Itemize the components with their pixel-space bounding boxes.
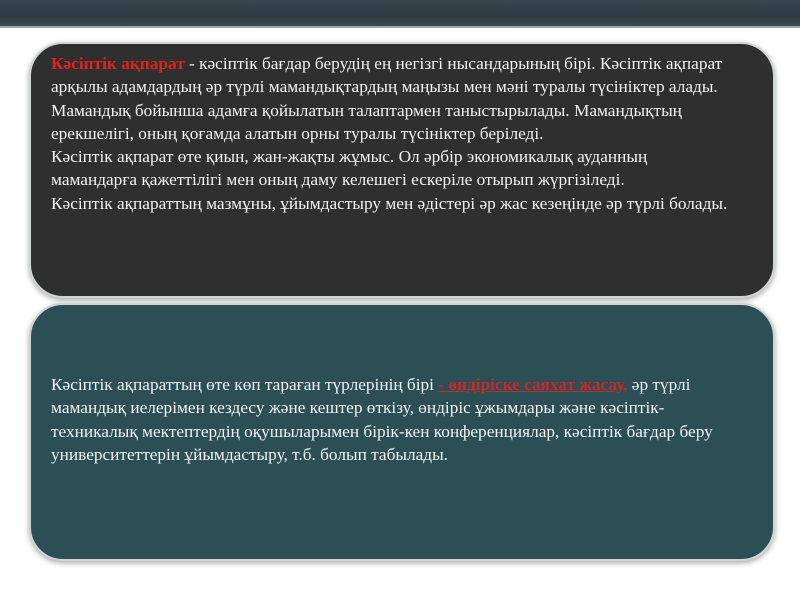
info-box-teal <box>29 303 775 561</box>
top-band-accent <box>0 26 800 28</box>
info-box-teal-text <box>51 373 733 466</box>
paragraph-1 <box>51 52 733 145</box>
top-band <box>0 0 800 26</box>
paragraph-2: Кәсіптік ақпарат өте қиын, жан-жақты жұмыс. Ол әрбір экономикалық ауданның мамандарға қажеттілігі мен оның даму келешегі ескеріле отырып жүргізіледі. <box>51 147 648 190</box>
heading-dash: - <box>184 54 200 73</box>
paragraph-1-rest: кәсіптік бағдар берудің ең негізгі нысандарының бірі. Кәсіптік ақпарат арқылы адамдардың әр түрлі мамандықтардың маңызы мен мәні туралы түсініктер алады. Мамандық бойынша адамға қойылатын талаптармен таныстырылады. Мамандықтың ерекшелігі, оның қоғамда алатын орны туралы түсініктер беріледі. <box>51 54 723 143</box>
info-box-dark-text <box>51 52 733 215</box>
info-box-dark <box>29 42 775 298</box>
paragraph-3: Кәсіптік ақпараттың мазмұны, ұйымдастыру мен әдістері әр жас кезеңінде әр түрлі болады. <box>51 193 728 213</box>
teal-text-before: Кәсіптік ақпараттың өте көп тараған түрлерінің бірі <box>51 375 439 394</box>
teal-text-after: әр түрлі мамандық иелерімен кездесу және кештер өткізу, өндіріс ұжымдары және кәсіптік-техникалық мектептердің оқушыларымен бірік-кен конференциялар, кәсіптік бағдар беру университеттерін ұйымдастыру, т.б. болып табылады. <box>51 375 713 464</box>
teal-highlight: - өндіріске саяхат жасау, <box>438 375 628 394</box>
heading-term: Кәсіптік ақпарат <box>51 54 185 73</box>
